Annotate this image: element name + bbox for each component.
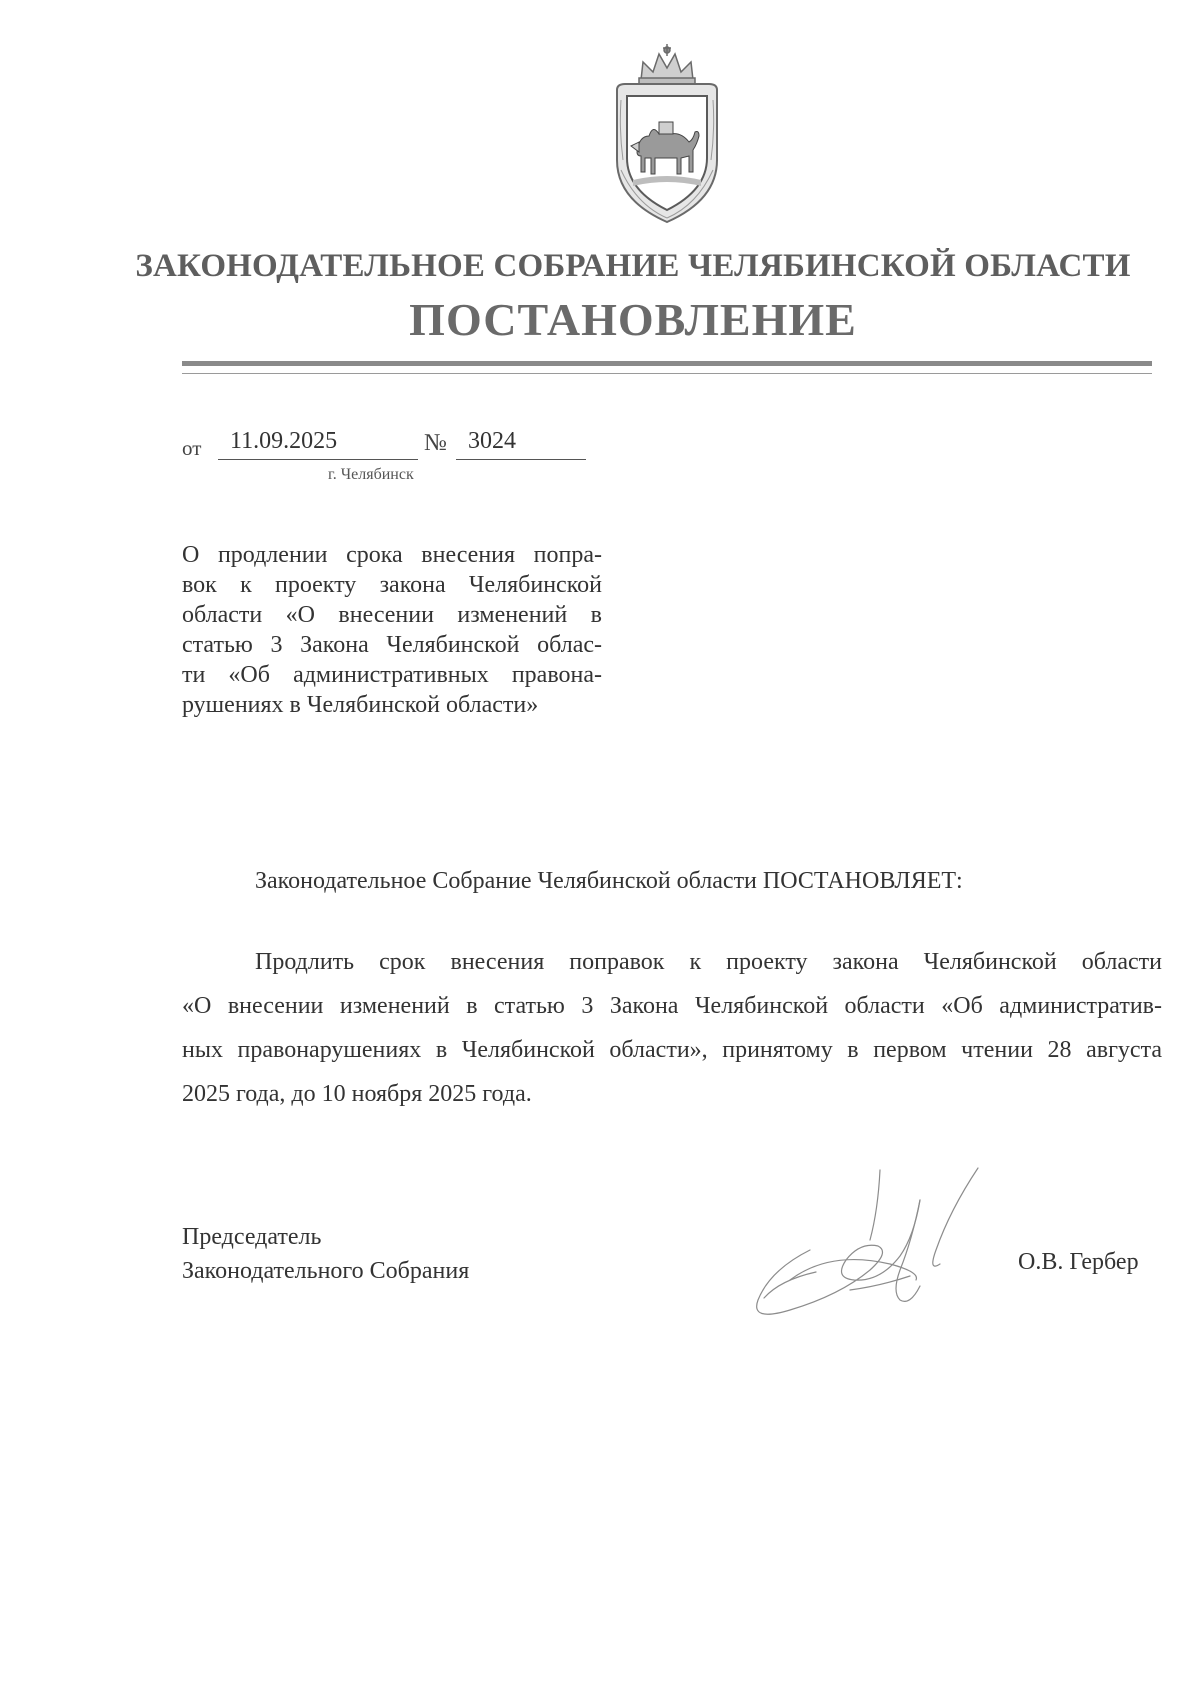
body-line: ных правонарушениях в Челябинской области», принятому в первом чтении 28 августа bbox=[182, 1037, 1162, 1063]
handwritten-signature bbox=[750, 1160, 1010, 1330]
signer-title bbox=[182, 1220, 469, 1288]
signer-name: О.В. Гербер bbox=[1018, 1249, 1139, 1275]
header-rule-thick bbox=[182, 361, 1152, 366]
subject-line: О продлении срока внесения попра- bbox=[182, 542, 602, 568]
document-city: г. Челябинск bbox=[328, 466, 414, 483]
body-line: «О внесении изменений в статью 3 Закона Челябинской области «Об административ- bbox=[182, 993, 1162, 1019]
subject-line: вок к проекту закона Челябинской bbox=[182, 572, 602, 598]
document-date: 11.09.2025 bbox=[218, 428, 418, 460]
date-from-label: от bbox=[182, 436, 202, 460]
document-type-title: ПОСТАНОВЛЕНИЕ bbox=[409, 294, 857, 345]
subject-line: рушениях в Челябинской области» bbox=[182, 692, 539, 718]
subject-line: статью 3 Закона Челябинской облас- bbox=[182, 632, 602, 658]
document-subject bbox=[182, 540, 602, 720]
resolution-preamble: Законодательное Собрание Челябинской области ПОСТАНОВЛЯЕТ: bbox=[255, 868, 963, 894]
resolution-body bbox=[182, 940, 1162, 1116]
body-line: 2025 года, до 10 ноября 2025 года. bbox=[182, 1081, 532, 1107]
subject-line: области «О внесении изменений в bbox=[182, 602, 602, 628]
subject-line: ти «Об административных правона- bbox=[182, 662, 602, 688]
organization-name: ЗАКОНОДАТЕЛЬНОЕ СОБРАНИЕ ЧЕЛЯБИНСКОЙ ОБЛАСТИ bbox=[135, 248, 1131, 284]
coat-of-arms-icon bbox=[597, 40, 737, 230]
signer-title-line: Председатель bbox=[182, 1224, 322, 1250]
header-rule-thin bbox=[182, 373, 1152, 374]
document-number: 3024 bbox=[456, 428, 586, 460]
signer-title-line: Законодательного Собрания bbox=[182, 1258, 470, 1284]
body-line: Продлить срок внесения поправок к проекту закона Челябинской области bbox=[255, 949, 1162, 975]
number-label: № bbox=[424, 430, 447, 456]
